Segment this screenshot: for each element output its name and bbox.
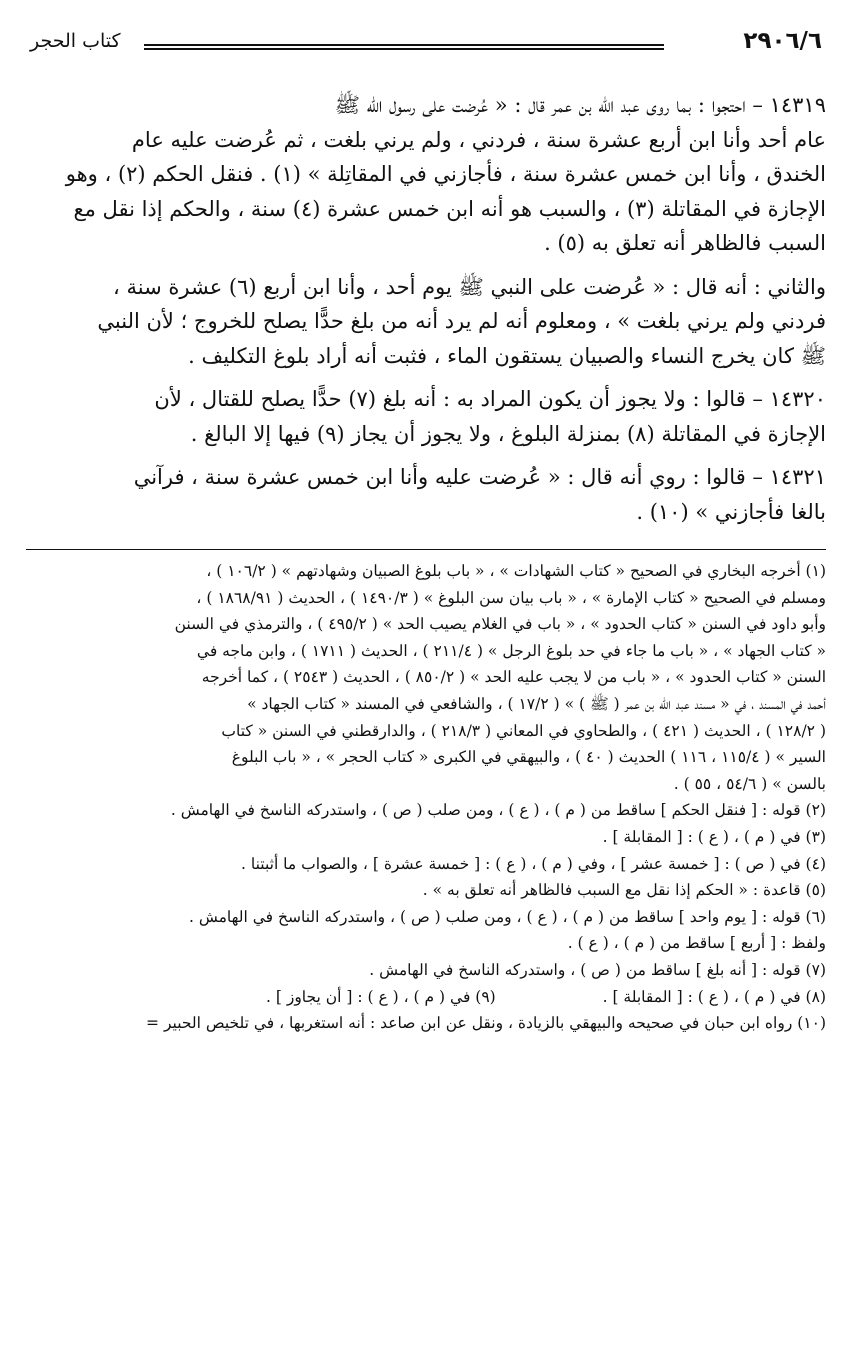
footnote-line: وأبو داود في السنن « كتاب الحدود » ، « باب في الغلام يصيب الحد » ( ٤٩٥/٢ ) ، والترمذي في السنن bbox=[174, 615, 826, 634]
footnote-line: بالسن » ( ٥٤/٦ ، ٥٥ ) . bbox=[673, 774, 826, 793]
footnote-line: (٥) قاعدة : « الحكم إذا نقل مع السبب فالظاهر أنه تعلق به » . bbox=[422, 881, 826, 900]
text-line: بالغا فأجازني » (١٠) . bbox=[636, 499, 826, 524]
footnote-9: (٩) في ( م ) ، ( ع ) : [ أن يجاوز ] . bbox=[266, 987, 496, 1006]
paragraph-second bbox=[26, 270, 826, 374]
footnote-line: (٣) في ( م ) ، ( ع ) : [ المقابلة ] . bbox=[602, 827, 826, 846]
footnote-line: ومسلم في الصحيح « كتاب الإمارة » ، « باب بيان سن البلوغ » ( ١٤٩٠/٣ ) ، الحديث ( ١٨٦٨/٩١ ) ، bbox=[196, 588, 826, 607]
text-line: ﷺ كان يخرج النساء والصبيان يستقون الماء ، فثبت أنه أراد بلوغ التكليف . bbox=[188, 343, 826, 368]
footnote-line: أحمد في المسند ، في « مسند عبد الله بن عمر ( ﷺ ) » ( ١٧/٢ ) ، والشافعي في المسند « كتاب الجهاد » bbox=[247, 694, 826, 713]
text-line: ١٤٣١٩ – احتجوا : بما روى عبد الله بن عمر قال : « عُرضت على رسول الله ﷺ bbox=[334, 93, 826, 117]
footnote-line: (١٠) رواه ابن حبان في صحيحه والبيهقي بالزيادة ، ونقل عن ابن صاعد : أنه استغربها ، في تلخيص الحبير = bbox=[146, 1014, 826, 1033]
footnote-line: ( ١٢٨/٢ ) ، الحديث ( ٤٢١ ) ، والطحاوي في المعاني ( ٢١٨/٣ ) ، والدارقطني في السنن « كتاب bbox=[221, 721, 826, 740]
text-line: الإجازة في المقاتلة (٨) بمنزلة البلوغ ، ولا يجوز أن يجاز (٩) فيها إلا البالغ . bbox=[190, 421, 826, 446]
text-line: والثاني : أنه قال : « عُرضت على النبي ﷺ يوم أحد ، وأنا ابن أربع (٦) عشرة سنة ، bbox=[113, 274, 826, 299]
text-line: الإجازة في المقاتلة (٣) ، والسبب هو أنه ابن خمس عشرة (٤) سنة ، والحكم إذا نقل مع bbox=[73, 196, 826, 221]
text-line: ١٤٣٢١ – قالوا : روي أنه قال : « عُرضت عليه وأنا ابن خمس عشرة سنة ، فرآني bbox=[133, 465, 826, 489]
footnote-line: (٧) قوله : [ أنه بلغ ] ساقط من ( ص ) ، واستدركه الناسخ في الهامش . bbox=[369, 960, 826, 979]
page-header bbox=[26, 26, 826, 66]
header-rule bbox=[144, 44, 664, 50]
paragraph-14320 bbox=[26, 382, 826, 451]
footnote-line: السير » ( ١١٥/٤ ، ١١٦ ) الحديث ( ٤٠ ) ، والبيهقي في الكبرى « كتاب الحجر » ، « باب البلوغ bbox=[231, 748, 826, 767]
footnote-separator bbox=[26, 549, 826, 550]
footnote-pair bbox=[266, 984, 826, 1011]
page bbox=[26, 26, 826, 1037]
footnote-line: (١) أخرجه البخاري في الصحيح « كتاب الشهادات » ، « باب بلوغ الصبيان وشهادتهم » ( ١٠٦/٢ ) ، bbox=[206, 562, 826, 580]
footnote-8: (٨) في ( م ) ، ( ع ) : [ المقابلة ] . bbox=[602, 987, 826, 1006]
footnote-line: (٦) قوله : [ يوم واحد ] ساقط من ( م ) ، ( ع ) ، ومن صلب ( ص ) ، واستدركه الناسخ في الهامش . bbox=[189, 907, 826, 926]
text-line: فردني ولم يرني بلغت » ، ومعلوم أنه لم يرد أنه من بلغ حدًّا يصلح للخروج ؛ لأن النبي bbox=[97, 309, 826, 333]
text-line: ١٤٣٢٠ – قالوا : ولا يجوز أن يكون المراد به : أنه بلغ (٧) حدًّا يصلح للقتال ، لأن bbox=[154, 387, 826, 411]
footnote-line: ولفظ : [ أربع ] ساقط من ( م ) ، ( ع ) . bbox=[567, 934, 826, 953]
page-number: ٢٩٠٦/٦ bbox=[743, 28, 822, 54]
footnotes bbox=[26, 558, 826, 1037]
text-line: عام أحد وأنا ابن أربع عشرة سنة ، فردني ، ولم يرني بلغت ، ثم عُرضت عليه عام bbox=[131, 127, 826, 152]
footnote-line: (٤) في ( ص ) : [ خمسة عشر ] ، وفي ( م ) ، ( ع ) : [ خمسة عشرة ] ، والصواب ما أثبتنا . bbox=[241, 854, 826, 873]
paragraph-14319 bbox=[26, 88, 826, 261]
footnote-line: السنن « كتاب الحدود » ، « باب من لا يجب عليه الحد » ( ٨٥٠/٢ ) ، الحديث ( ٢٥٤٣ ) ، كما أخرجه bbox=[201, 668, 826, 687]
paragraph-14321 bbox=[26, 460, 826, 529]
main-text bbox=[26, 88, 826, 529]
text-line: الخندق ، وأنا ابن خمس عشرة سنة ، فأجازني في المقاتِلة » (١) . فنقل الحكم (٢) ، وهو bbox=[65, 162, 826, 186]
running-title: كتاب الحجر bbox=[30, 30, 121, 52]
footnote-line: (٢) قوله : [ فنقل الحكم ] ساقط من ( م ) ، ( ع ) ، ومن صلب ( ص ) ، واستدركه الناسخ في الهامش . bbox=[170, 801, 826, 820]
text-line: السبب فالظاهر أنه تعلق به (٥) . bbox=[544, 231, 826, 255]
footnote-line: « كتاب الجهاد » ، « باب ما جاء في حد بلوغ الرجل » ( ٢١١/٤ ) ، الحديث ( ١٧١١ ) ، وابن ماجه في bbox=[196, 641, 826, 660]
